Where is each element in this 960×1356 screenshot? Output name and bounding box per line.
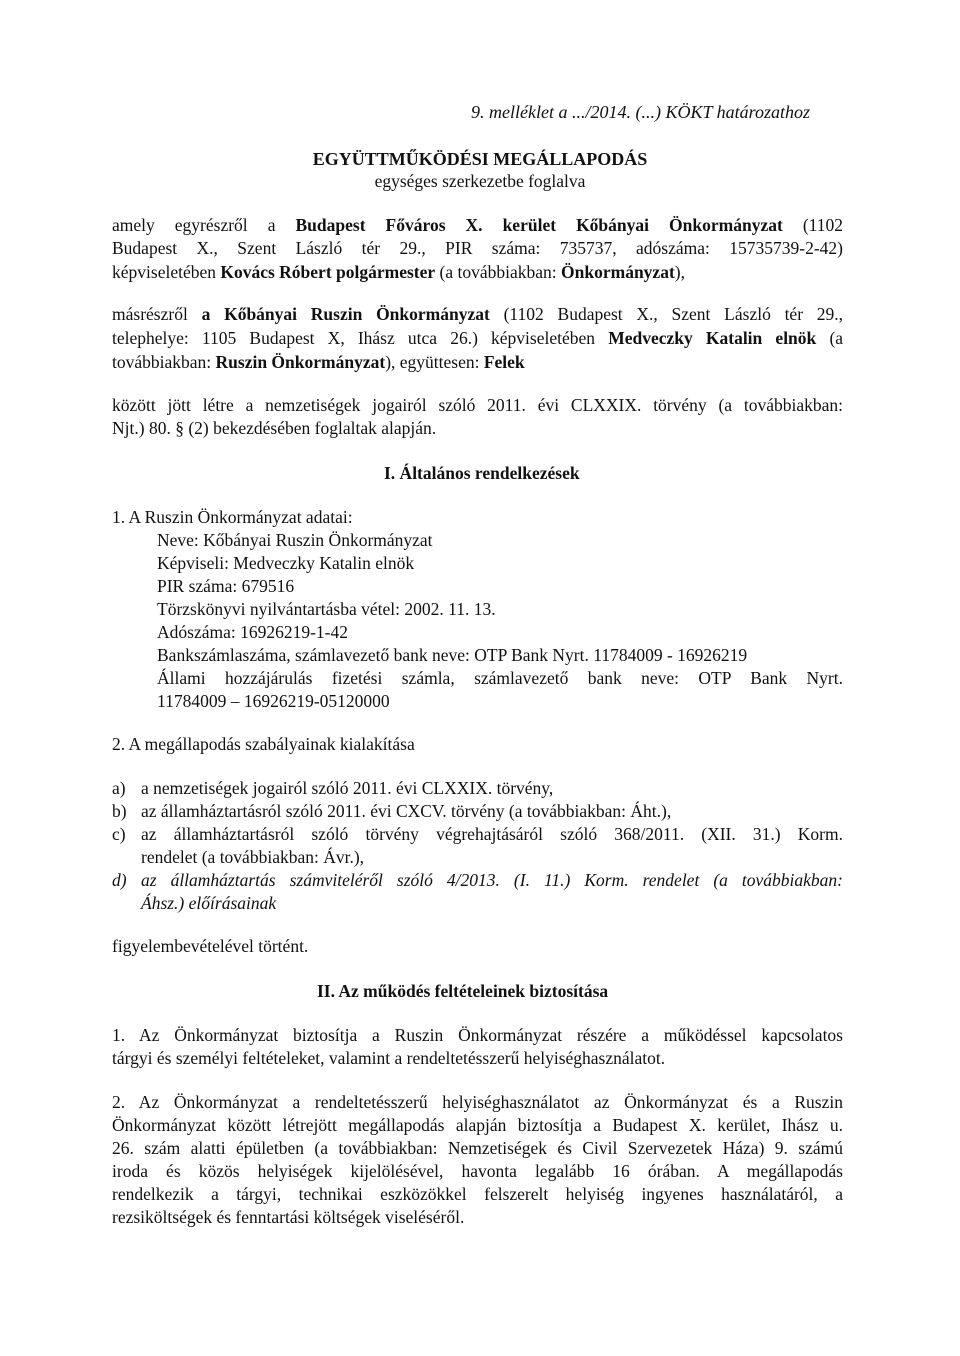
party2-representative: Medveczky Katalin elnök xyxy=(608,328,817,348)
party1-representative: Kovács Róbert polgármester xyxy=(220,262,436,282)
s1-tax-number: Adószáma: 16926219-1-42 xyxy=(157,622,349,642)
party2-line3: továbbiakban: Ruszin Önkormányzat), együttesen: Felek xyxy=(112,352,525,372)
s1-list-c-line1: az államháztartásról szóló törvény végrehajtásáról szóló 368/2011. (XII. 31.) Korm. xyxy=(141,824,843,844)
s1-list-d-line2: Áhsz.) előírásainak xyxy=(141,893,277,913)
s1-list-d-label: d) xyxy=(112,870,127,890)
party2-name: a Kőbányai Ruszin Önkormányzat xyxy=(201,304,490,324)
s1-item1-intro: 1. A Ruszin Önkormányzat adatai: xyxy=(112,507,353,527)
annex-reference: 9. melléklet a .../2014. (...) KÖKT határozathoz xyxy=(471,102,810,122)
s1-list-c-label: c) xyxy=(112,824,126,844)
s1-pir: PIR száma: 679516 xyxy=(157,576,295,596)
s2-item1-line1: 1. Az Önkormányzat biztosítja a Ruszin Önkormányzat részére a működéssel kapcsolatos xyxy=(112,1025,843,1045)
s2-item2-line3: 26. szám alatti épületben (a továbbiakban: Nemzetiségek és Civil Szervezetek Háza) 9. számú xyxy=(112,1138,843,1158)
document-subtitle: egységes szerkezetbe foglalva xyxy=(374,171,586,191)
s1-representative: Képviseli: Medveczky Katalin elnök xyxy=(157,553,415,573)
s2-item2-line4: iroda és közös helyiségek kijelölésével, havonta legalább 16 órában. A megállapodás xyxy=(112,1161,843,1181)
s1-state-account-number: 11784009 – 16926219-05120000 xyxy=(157,691,390,711)
party1-line3: képviseletében Kovács Róbert polgármester (a továbbiakban: Önkormányzat), xyxy=(112,262,685,282)
s2-item2-line6: rezsiköltségek és fenntartási költségek viseléséről. xyxy=(112,1207,465,1227)
s1-list-c-line2: rendelet (a továbbiakban: Ávr.), xyxy=(141,847,365,867)
s2-item2-line5: rendelkezik a tárgyi, technikai eszközökkel felszerelt helyiség ingyenes használatáról, a xyxy=(112,1184,843,1204)
parties-collective: Felek xyxy=(483,352,525,372)
section1-heading: I. Általános rendelkezések xyxy=(384,463,580,483)
s1-list-d-line1: az államháztartás számviteléről szóló 4/2013. (I. 11.) Korm. rendelet (a továbbiakban: xyxy=(141,870,843,890)
s1-list-b: az államháztartásról szóló 2011. évi CXCV. törvény (a továbbiakban: Áht.), xyxy=(141,801,672,821)
s1-item2-intro: 2. A megállapodás szabályainak kialakítása xyxy=(112,734,415,754)
document-title: EGYÜTTMŰKÖDÉSI MEGÁLLAPODÁS xyxy=(312,149,648,169)
s1-list-a: a nemzetiségek jogairól szóló 2011. évi CLXXIX. törvény, xyxy=(141,778,554,798)
party1-line1: amely egyrészről a Budapest Főváros X. kerület Kőbányai Önkormányzat (1102 xyxy=(112,215,844,235)
s1-state-account: Állami hozzájárulás fizetési számla, számlavezető bank neve: OTP Bank Nyrt. xyxy=(157,668,843,688)
party2-line1: másrészről a Kőbányai Ruszin Önkormányzat (1102 Budapest X., Szent László tér 29., xyxy=(112,304,844,324)
s1-bank-account: Bankszámlaszáma, számlavezető bank neve: OTP Bank Nyrt. 11784009 - 16926219 xyxy=(157,645,748,665)
s1-name: Neve: Kőbányai Ruszin Önkormányzat xyxy=(157,530,433,550)
s1-closing: figyelembevételével történt. xyxy=(112,936,309,956)
s2-item1-line2: tárgyi és személyi feltételeket, valamint a rendeltetésszerű helyiséghasználatot. xyxy=(112,1048,666,1068)
party1-name: Budapest Főváros X. kerület Kőbányai Önkormányzat xyxy=(295,215,783,235)
s2-item2-line1: 2. Az Önkormányzat a rendeltetésszerű helyiséghasználatot az Önkormányzat és a Ruszin xyxy=(112,1092,843,1112)
party2-line2: telephelye: 1105 Budapest X, Ihász utca 26.) képviseletében Medveczky Katalin elnök (a xyxy=(112,328,844,348)
s1-registration: Törzskönyvi nyilvántartásba vétel: 2002. 11. 13. xyxy=(157,599,496,619)
legal-basis-line2: Njt.) 80. § (2) bekezdésében foglaltak alapján. xyxy=(112,418,437,438)
s1-list-a-label: a) xyxy=(112,778,126,798)
s1-list-b-label: b) xyxy=(112,801,127,821)
section2-heading: II. Az működés feltételeinek biztosítása xyxy=(317,981,609,1001)
legal-basis-line1: között jött létre a nemzetiségek jogairól szóló 2011. évi CLXXIX. törvény (a továbbiakban: xyxy=(112,395,843,415)
s2-item2-line2: Önkormányzat között létrejött megállapodás alapján biztosítja a Budapest X. kerület, Ihász u. xyxy=(112,1115,843,1135)
party1-line2: Budapest X., Szent László tér 29., PIR száma: 735737, adószáma: 15735739-2-42) xyxy=(112,238,843,258)
